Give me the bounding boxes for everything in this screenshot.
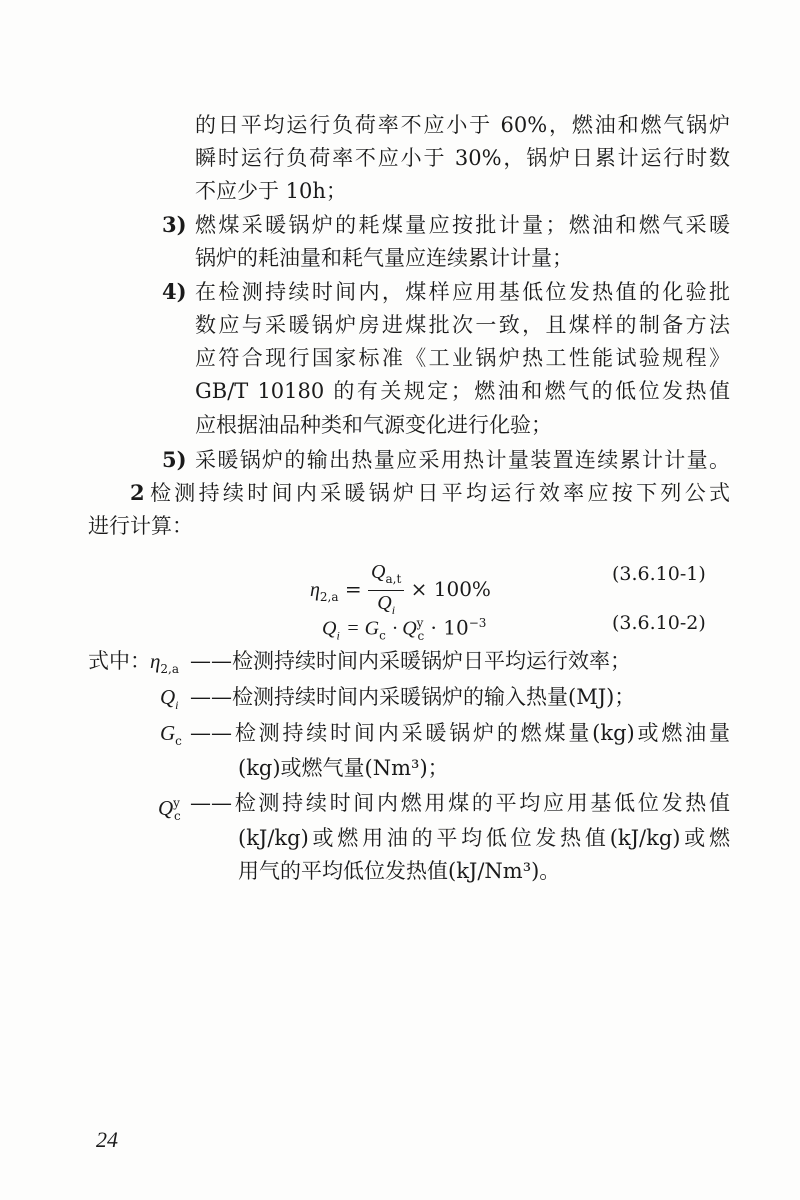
eq-superscript: −3 <box>468 616 487 630</box>
definition-text: ——检测持续时间内燃用煤的平均应用基低位发热值 <box>190 791 730 815</box>
denominator: Q <box>377 592 392 614</box>
text-line: 的日平均运行负荷率不应小于 60%，燃油和燃气锅炉 <box>195 113 730 137</box>
symbol: Q <box>158 796 174 820</box>
definition-text: (kg)或燃气量(Nm³)； <box>238 756 449 780</box>
symbol-subscript: 2,a <box>160 662 180 677</box>
eq-symbol: Q <box>322 617 337 640</box>
item-marker-4: 4) <box>162 279 187 304</box>
symbol-superscript: y <box>173 796 180 810</box>
symbol: Q <box>160 685 176 709</box>
text-line: 数应与采暖锅炉房进煤批次一致，且煤样的制备方法 <box>195 313 730 337</box>
definition-symbol <box>150 648 179 682</box>
symbol-subscript: c <box>175 734 182 749</box>
definition-symbol <box>160 684 179 718</box>
definition-text: ——检测持续时间内采暖锅炉的输入热量(MJ)； <box>190 685 636 709</box>
item-marker-5: 5) <box>162 447 187 472</box>
symbol: η <box>150 649 161 673</box>
definition-text: ——检测持续时间内采暖锅炉的燃煤量(kg)或燃油量 <box>190 721 730 745</box>
eq-subscript: a,t <box>385 572 402 586</box>
text-line: 在检测持续时间内，煤样应用基低位发热值的化验批 <box>195 280 730 304</box>
equation-number-1: (3.6.10-1) <box>612 563 706 585</box>
text-line: 检测持续时间内采暖锅炉日平均运行效率应按下列公式 <box>150 481 730 505</box>
text-line: 燃煤采暖锅炉的耗煤量应按批计量；燃油和燃气采暖 <box>195 213 730 237</box>
text-line: 瞬时运行负荷率不应小于 30%，锅炉日累计运行时数 <box>195 146 730 170</box>
eq-term: = G <box>346 617 380 640</box>
symbol-subscript: i <box>175 698 179 713</box>
eq-subscript: c <box>417 628 425 643</box>
eq-subscript: i <box>336 628 340 643</box>
eq-symbol: η <box>310 579 320 601</box>
eq-subscript: i <box>391 603 396 617</box>
eq-subscript: 2,a <box>319 590 339 604</box>
symbol: G <box>160 721 176 745</box>
text-line: 采暖锅炉的输出热量应采用热计量装置连续累计计量。 <box>195 448 730 472</box>
eq-subscript: c <box>379 628 386 643</box>
eq-term: · Q <box>392 617 417 640</box>
text-line: 不应少于 10h； <box>195 179 347 203</box>
text-line: 应符合现行国家标准《工业锅炉热工性能试验规程》 <box>195 346 730 370</box>
eq-superscript: y <box>416 616 424 630</box>
numerator: Q <box>371 561 386 583</box>
equation-2 <box>322 610 486 649</box>
definition-symbol <box>158 790 181 829</box>
definition-symbol <box>160 720 182 754</box>
definitions-intro: 式中： <box>88 649 151 673</box>
clause-marker-2: 2 <box>130 480 145 505</box>
eq-term: · 10 <box>430 615 469 640</box>
text-line: 锅炉的耗油量和耗气量应连续累计计量； <box>195 246 573 270</box>
text-line: 进行计算： <box>88 514 193 538</box>
equation-number-2: (3.6.10-2) <box>612 612 706 634</box>
definition-text: 用气的平均低位发热值(kJ/Nm³)。 <box>238 859 561 883</box>
definition-text: ——检测持续时间内采暖锅炉日平均运行效率； <box>190 649 631 673</box>
text-line: 应根据油品种类和气源变化进行化验； <box>195 413 552 437</box>
page-number: 24 <box>96 1127 118 1152</box>
equals: = <box>344 577 362 601</box>
eq-tail: × 100% <box>410 577 491 601</box>
text-line: GB/T 10180 的有关规定；燃油和燃气的低位发热值 <box>195 379 730 403</box>
definition-text: (kJ/kg)或燃用油的平均低位发热值(kJ/kg)或燃 <box>238 826 730 850</box>
item-marker-3: 3) <box>162 212 187 237</box>
symbol-subscript: c <box>173 809 181 824</box>
